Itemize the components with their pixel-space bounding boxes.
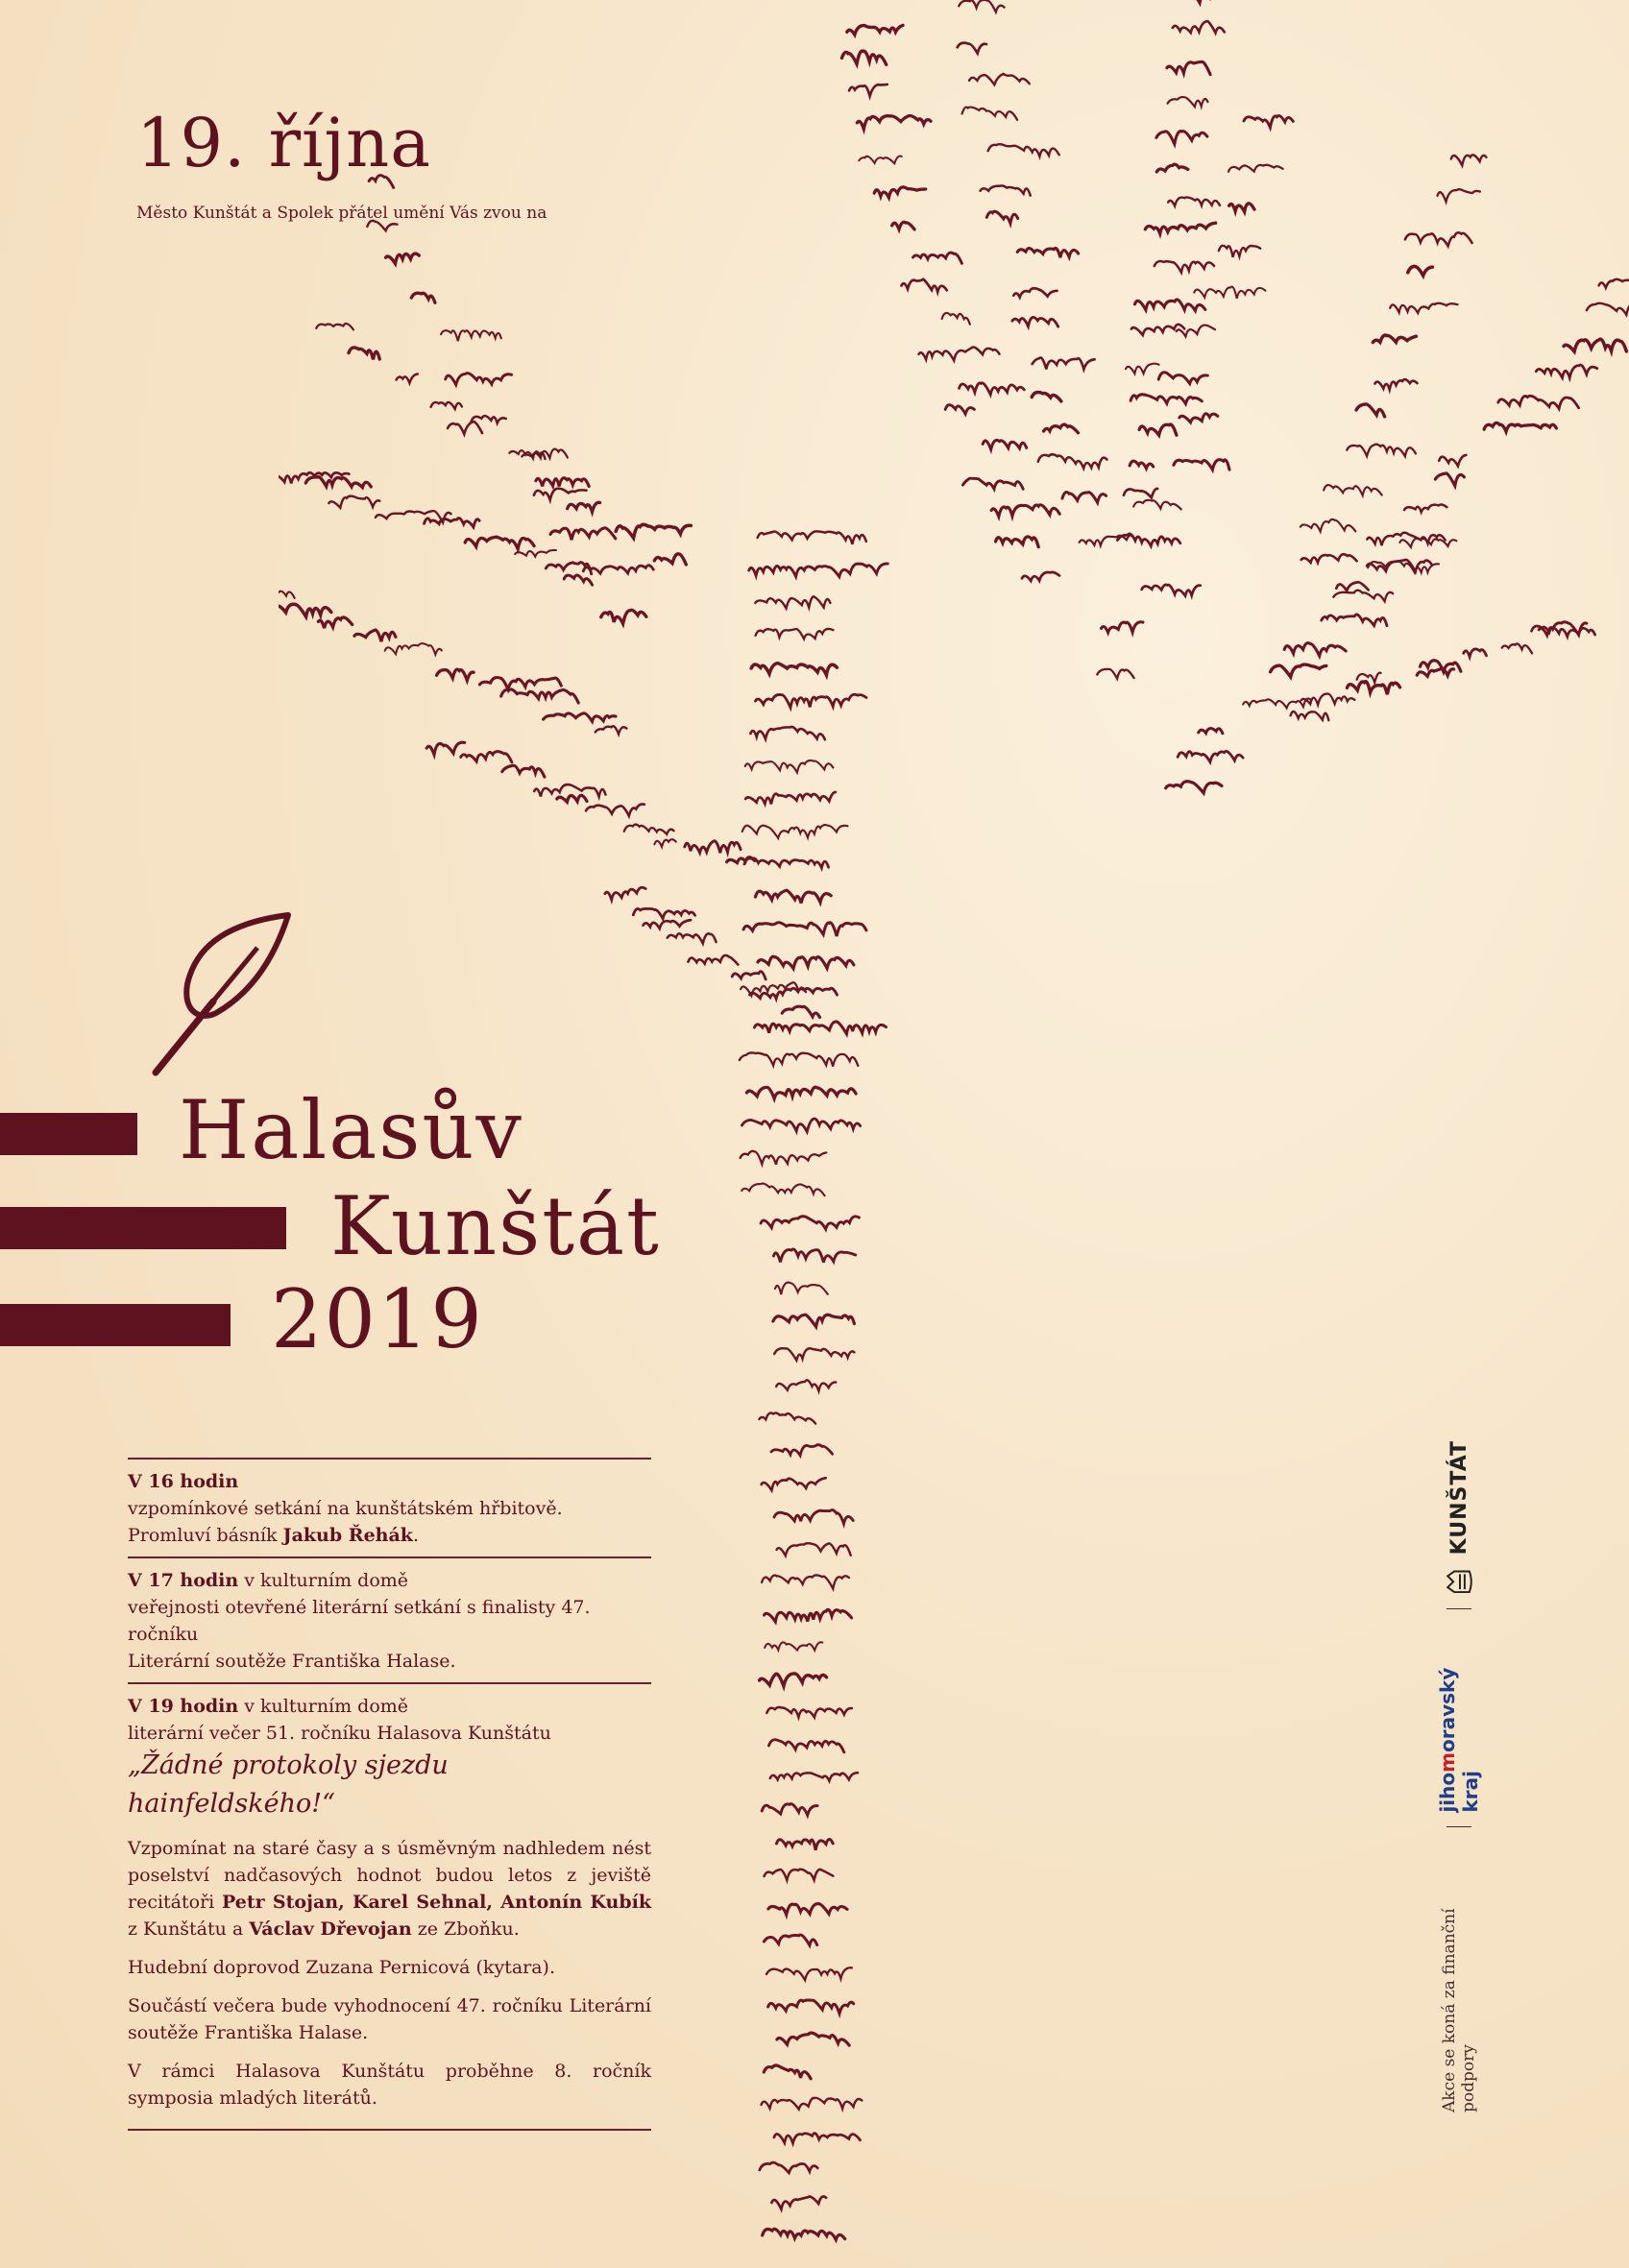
quill-icon (144, 907, 298, 1080)
paragraph-symposium: V rámci Halasova Kunštátu proběhne 8. ročník symposia mladých literátů. (128, 2061, 651, 2109)
performer-names: Petr Stojan, Karel Sehnal, Antonín Kubík (221, 1892, 652, 1913)
kunstat-crest-icon (1445, 1568, 1473, 1594)
time-16: V 16 hodin (128, 1471, 239, 1492)
b2-line1: veřejnosti otevřené literární setkání s finalisty 47. ročníku (128, 1597, 591, 1645)
place-17: v kulturním domě (238, 1570, 409, 1591)
program-section (128, 1458, 651, 2131)
sponsor-divider (1447, 1826, 1471, 1827)
program-block-17 (128, 1556, 651, 1682)
evening-title-quote: „Žádné protokoly sjezdu hainfeldského!“ (128, 1750, 449, 1819)
paragraph-music: Hudební doprovod Zuzana Pernicová (kytara). (128, 1957, 556, 1978)
b1-line2-post: . (412, 1525, 419, 1546)
title-bar-3 (0, 1304, 231, 1346)
program-bottom-rule (128, 2129, 651, 2131)
time-19: V 19 hodin (128, 1696, 239, 1717)
title-line-3: 2019 (271, 1272, 484, 1366)
kunstat-logo-text: KUNŠTÁT (1447, 1439, 1471, 1556)
jmk-logo: jihomoravský kraj (1436, 1667, 1482, 1813)
event-date: 19. října (136, 104, 431, 182)
sponsor-strip (1436, 1440, 1482, 2112)
b1-line2-pre: Promluví básník (128, 1525, 283, 1546)
program-block-19 (128, 1682, 651, 2129)
paragraph-evaluation: Součástí večera bude vyhodnocení 47. ročníku Literární soutěže Františka Halase. (128, 1995, 651, 2043)
sponsor-divider-2 (1447, 1608, 1471, 1609)
time-17: V 17 hodin (128, 1570, 239, 1591)
title-bar-1 (0, 1113, 137, 1155)
program-block-16 (128, 1458, 651, 1556)
performer-name-2: Václav Dřevojan (249, 1918, 412, 1940)
support-text: Akce se koná za finanční podpory (1440, 1908, 1478, 2112)
paragraph-performers: Vzpomínat na staré časy a s úsměvným nadhledem nést poselství nadčasových hodnot budou letos z jeviště recitátoři Petr Stojan, Karel Sehnal, Antonín Kubík z Kunštátu a Václav Dřevojan ze Zboňku. (128, 1838, 652, 1940)
title-bar-2 (0, 1207, 286, 1249)
b2-line2: Literární soutěže Františka Halase. (128, 1651, 456, 1672)
invitation-line: Město Kunštát a Spolek přátel umění Vás zvou na (136, 204, 547, 223)
b3-line1: literární večer 51. ročníku Halasova Kunštátu (128, 1723, 551, 1744)
place-19: v kulturním domě (238, 1696, 409, 1717)
title-line-2: Kunštát (330, 1179, 661, 1273)
title-line-1: Halasův (179, 1083, 523, 1177)
speaker-name: Jakub Řehák (282, 1525, 413, 1546)
b1-line1: vzpomínkové setkání na kunštátském hřbitově. (128, 1498, 563, 1519)
